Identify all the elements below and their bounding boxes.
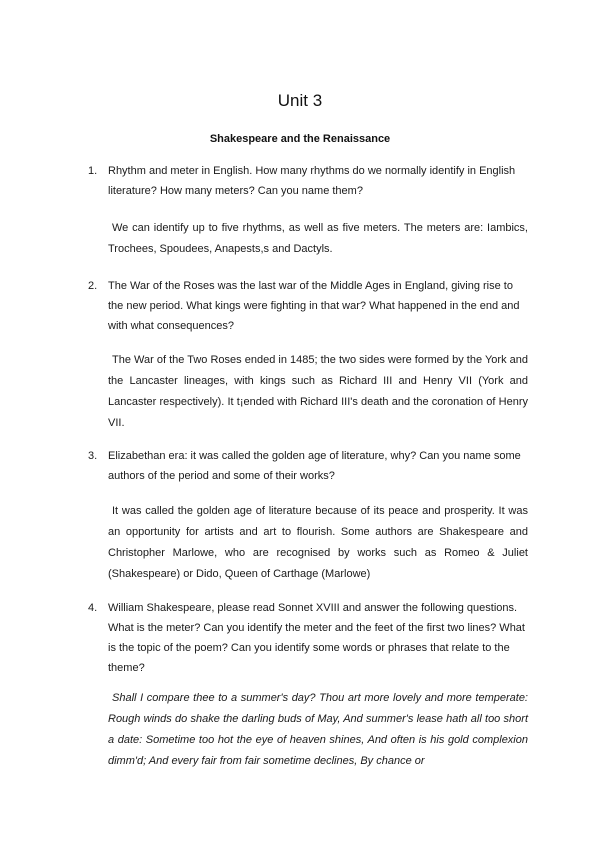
question-text: William Shakespeare, please read Sonnet XVIII and answer the following questions. What is the meter? Can you identify the meter and the feet of the first two lines? What is the topic of the poem? Can you identify some words or phrases that relate to the theme? xyxy=(108,602,525,674)
question-number: 2. xyxy=(88,280,98,292)
answer-text: We can identify up to five rhythms, as well as five meters. The meters are: Iambics, Trochees, Spoudees, Anapests,s and Dactyls. xyxy=(108,222,528,255)
page-subtitle: Shakespeare and the Renaissance xyxy=(209,133,391,145)
question-text: Rhythm and meter in English. How many rhythms do we normally identify in English literature? How many meters? Can you name them? xyxy=(108,165,516,197)
page-title: Unit 3 xyxy=(277,91,323,110)
answer-text: The War of the Two Roses ended in 1485; the two sides were formed by the York and the Lancaster lineages, with kings such as Richard III and Henry VII (York and Lancaster respectively). It t¡ended with Richard III's death and the coronation of Henry VII. xyxy=(108,354,528,429)
question-number: 4. xyxy=(88,602,98,614)
question-text: Elizabethan era: it was called the golden age of literature, why? Can you name some authors of the period and some of their works? xyxy=(108,450,521,482)
question-number: 3. xyxy=(88,450,98,462)
answer-text: Shall I compare thee to a summer's day? Thou art more lovely and more temperate: Rough winds do shake the darling buds of May, And summer's lease hath all too short a date: Sometime too hot the eye of heaven shines, And often is his gold complexion dimm'd; And every fair from fair sometime declines, By chance or xyxy=(108,692,528,767)
question-text: The War of the Roses was the last war of the Middle Ages in England, giving rise to the new period. What kings were fighting in that war? What happened in the end and with what consequences? xyxy=(108,280,520,332)
answer-text: It was called the golden age of literature because of its peace and prosperity. It was an opportunity for artists and art to flourish. Some authors are Shakespeare and Christopher Marlowe, who are recognised by works such as Romeo & Juliet (Shakespeare) or Dido, Queen of Carthage (Marlowe) xyxy=(108,505,528,580)
question-number: 1. xyxy=(88,165,98,177)
